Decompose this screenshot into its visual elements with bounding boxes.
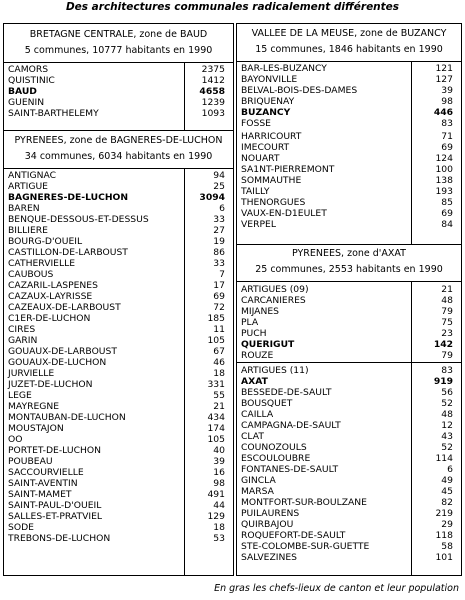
table-row [237,530,461,541]
population-value: 142 [433,339,453,350]
panel-buzancy-header [237,24,461,62]
commune-name: BESSEDE-DE-SAULT [241,387,332,398]
population-value: 44 [213,500,225,511]
panel-baud-summary: 5 communes, 10777 habitants en 1990 [24,45,213,56]
population-value: 7 [219,269,225,280]
panel-luchon-rows [4,170,233,544]
population-value: 43 [441,431,453,442]
population-value: 71 [441,131,453,142]
commune-name: QUIRBAJOU [241,519,294,530]
column-divider [184,168,185,575]
table-row [4,445,233,456]
table-row [4,368,233,379]
population-value: 29 [441,519,453,530]
commune-name: VAUX-EN-D1EULET [241,208,327,219]
population-value: 101 [435,552,453,563]
table-row [4,533,233,544]
table-row [237,107,461,118]
table-row [4,280,233,291]
table-row [237,464,461,475]
panel-luchon [3,130,234,576]
commune-name: POUBEAU [8,456,53,467]
commune-name: QUERIGUT [241,339,295,350]
population-value: 39 [441,85,453,96]
panel-baud-title: BRETAGNE CENTRALE, zone de BAUD [29,29,208,40]
population-value: 2375 [201,64,225,75]
population-value: 446 [433,107,453,118]
table-row [237,164,461,175]
table-row [237,284,461,295]
panel-buzancy [236,23,462,245]
commune-name: CAZEAUX-DE-LARBOUST [8,302,121,313]
table-row [237,387,461,398]
table-row [237,96,461,107]
commune-name: NOUART [241,153,280,164]
table-row [237,295,461,306]
population-value: 69 [441,208,453,219]
commune-name: BAREN [8,203,40,214]
commune-name: BOURG-D'OUEIL [8,236,83,247]
commune-name: MAYREGNE [8,401,60,412]
population-value: 72 [213,302,225,313]
population-value: 84 [441,219,453,230]
commune-name: GARIN [8,335,38,346]
table-row [237,317,461,328]
population-value: 219 [435,508,453,519]
commune-name: SALLES-ET-PRATVIEL [8,511,103,522]
population-value: 46 [213,357,225,368]
commune-name: BAGNERES-DE-LUCHON [8,192,129,203]
commune-name: CATHERVIELLE [8,258,76,269]
table-row [4,522,233,533]
table-row [237,306,461,317]
table-row [4,434,233,445]
commune-name: ARTIGUES (11) [241,365,309,376]
panel-luchon-summary: 34 communes, 6034 habitants en 1990 [24,151,213,162]
table-row [237,350,461,361]
commune-name: MARSA [241,486,274,497]
population-value: 18 [213,368,225,379]
table-row [4,192,233,203]
population-value: 53 [213,533,225,544]
commune-name: SA1NT-PIERREMONT [241,164,335,175]
commune-name: BOUSQUET [241,398,293,409]
table-row [237,74,461,85]
population-value: 114 [435,453,453,464]
table-row [4,346,233,357]
table-row [237,219,461,230]
population-value: 16 [213,467,225,478]
population-value: 6 [219,203,225,214]
table-row [4,64,233,75]
table-row [4,324,233,335]
population-value: 919 [433,376,453,387]
commune-name: BAUD [8,86,37,97]
table-row [4,500,233,511]
population-value: 75 [441,317,453,328]
table-row [237,431,461,442]
population-value: 1239 [201,97,225,108]
population-value: 11 [213,324,225,335]
table-row [237,118,461,129]
table-row [237,197,461,208]
population-value: 105 [207,335,225,346]
group-divider [237,362,461,363]
table-row [4,313,233,324]
table-row [4,291,233,302]
table-row [237,409,461,420]
commune-name: GOUAUX-DE-LARBOUST [8,346,117,357]
population-value: 69 [441,142,453,153]
table-row [237,63,461,74]
document-title: Des architectures communales radicalement différentes [65,1,400,13]
commune-name: ARTIGUES (09) [241,284,309,295]
population-value: 17 [213,280,225,291]
table-row [237,328,461,339]
footer-note: En gras les chefs-lieux de canton et leur population [214,583,459,594]
population-value: 55 [213,390,225,401]
table-row [4,379,233,390]
commune-name: BAR-LES-BUZANCY [241,63,327,74]
table-row [4,97,233,108]
table-row [4,258,233,269]
commune-name: C1ER-DE-LUCHON [8,313,91,324]
commune-name: SODE [8,522,34,533]
commune-name: TAILLY [241,186,270,197]
population-value: 52 [441,398,453,409]
commune-name: AXAT [241,376,268,387]
population-value: 49 [441,475,453,486]
commune-name: ROUZE [241,350,274,361]
table-row [237,420,461,431]
commune-name: HARRICOURT [241,131,302,142]
panel-luchon-header [4,131,233,169]
table-row [237,486,461,497]
population-value: 138 [435,175,453,186]
column-divider [411,61,412,244]
table-row [4,236,233,247]
column-divider [184,62,185,130]
table-row [237,519,461,530]
table-row [237,376,461,387]
population-value: 48 [441,295,453,306]
table-row [237,453,461,464]
column-divider [411,281,412,575]
panel-axat-header [237,245,461,282]
panel-buzancy-summary: 15 communes, 1846 habitants en 1990 [255,44,443,55]
commune-name: SAINT-MAMET [8,489,72,500]
population-value: 129 [207,511,225,522]
commune-name: CAMORS [8,64,49,75]
table-row [4,478,233,489]
population-value: 185 [207,313,225,324]
population-value: 1093 [201,108,225,119]
commune-name: SACCOURVIELLE [8,467,84,478]
table-row [237,208,461,219]
population-value: 331 [207,379,225,390]
population-value: 118 [435,530,453,541]
table-row [4,412,233,423]
commune-name: SALVEZINES [241,552,297,563]
population-value: 48 [441,409,453,420]
panel-axat-rows [237,284,461,563]
population-value: 25 [213,181,225,192]
commune-name: SAINT-PAUL-D'OUEIL [8,500,102,511]
commune-name: MIJANES [241,306,279,317]
table-row [237,85,461,96]
commune-name: SAINT-AVENTIN [8,478,78,489]
table-row [4,511,233,522]
commune-name: QUISTINIC [8,75,55,86]
table-row [237,497,461,508]
commune-name: THENORGUES [241,197,306,208]
commune-name: ROQUEFORT-DE-SAULT [241,530,346,541]
commune-name: PLA [241,317,259,328]
population-value: 434 [207,412,225,423]
commune-name: JURVIELLE [8,368,55,379]
table-row [4,214,233,225]
population-value: 58 [441,541,453,552]
table-row [4,456,233,467]
table-row [4,225,233,236]
panel-baud-rows [4,64,233,119]
commune-name: JUZET-DE-LUCHON [8,379,93,390]
commune-name: BELVAL-BOIS-DES-DAMES [241,85,358,96]
commune-name: GUENIN [8,97,45,108]
commune-name: MONTFORT-SUR-BOULZANE [241,497,367,508]
table-row [4,108,233,119]
table-row [4,357,233,368]
commune-name: CAUBOUS [8,269,54,280]
table-row [237,153,461,164]
commune-name: MOUSTAJON [8,423,64,434]
table-row [4,247,233,258]
population-value: 56 [441,387,453,398]
commune-name: BAYONVILLE [241,74,298,85]
population-value: 79 [441,306,453,317]
population-value: 82 [441,497,453,508]
commune-name: COUNOZOULS [241,442,307,453]
population-value: 94 [213,170,225,181]
population-value: 33 [213,258,225,269]
panel-axat [236,244,462,576]
table-row [4,489,233,500]
table-row [4,86,233,97]
population-value: 193 [435,186,453,197]
table-row [237,398,461,409]
population-value: 27 [213,225,225,236]
commune-name: CARCANIERES [241,295,306,306]
population-value: 23 [441,328,453,339]
table-row [237,365,461,376]
commune-name: LEGE [8,390,32,401]
table-row [237,142,461,153]
population-value: 33 [213,214,225,225]
table-row [4,269,233,280]
panel-buzancy-rows [237,63,461,230]
population-value: 86 [213,247,225,258]
table-row [4,423,233,434]
commune-name: CAMPAGNA-DE-SAULT [241,420,341,431]
table-row [237,508,461,519]
population-value: 83 [441,365,453,376]
population-value: 12 [441,420,453,431]
commune-name: TREBONS-DE-LUCHON [8,533,111,544]
commune-name: BILLIERE [8,225,48,236]
population-value: 98 [441,96,453,107]
commune-name: CIRES [8,324,36,335]
table-row [237,552,461,563]
commune-name: VERPEL [241,219,276,230]
commune-name: FOSSE [241,118,271,129]
panel-baud [3,23,234,131]
commune-name: PUCH [241,328,267,339]
panel-axat-summary: 25 communes, 2553 habitants en 1990 [255,264,443,275]
population-value: 85 [441,197,453,208]
commune-name: BRIQUENAY [241,96,295,107]
table-row [4,467,233,478]
population-value: 4658 [199,86,225,97]
population-value: 83 [441,118,453,129]
commune-name: SOMMAUTHE [241,175,302,186]
panel-luchon-title: PYRENEES, zone de BAGNERES-DE-LUCHON [14,135,223,146]
panel-axat-title: PYRENEES, zone d'AXAT [291,248,406,259]
table-row [4,335,233,346]
population-value: 174 [207,423,225,434]
panel-baud-header [4,24,233,63]
population-value: 127 [435,74,453,85]
commune-name: IMECOURT [241,142,290,153]
population-value: 100 [435,164,453,175]
commune-name: GINCLA [241,475,276,486]
commune-name: CAZAUX-LAYRISSE [8,291,93,302]
population-value: 18 [213,522,225,533]
table-row [4,390,233,401]
commune-name: CASTILLON-DE-LARBOUST [8,247,128,258]
population-value: 1412 [201,75,225,86]
table-row [4,203,233,214]
table-row [237,475,461,486]
commune-name: CAZARIL-LASPENES [8,280,98,291]
population-value: 79 [441,350,453,361]
commune-name: FONTANES-DE-SAULT [241,464,339,475]
commune-name: ESCOULOUBRE [241,453,311,464]
commune-name: STE-COLOMBE-SUR-GUETTE [241,541,370,552]
table-row [4,75,233,86]
commune-name: GOUAUX-DE-LUCHON [8,357,107,368]
commune-name: OO [8,434,23,445]
population-value: 124 [435,153,453,164]
table-row [237,186,461,197]
population-value: 491 [207,489,225,500]
commune-name: BUZANCY [241,107,291,118]
commune-name: ANTIGNAC [8,170,57,181]
population-value: 45 [441,486,453,497]
population-value: 19 [213,236,225,247]
table-row [4,302,233,313]
table-row [4,181,233,192]
population-value: 121 [435,63,453,74]
table-row [237,541,461,552]
population-value: 52 [441,442,453,453]
population-value: 6 [447,464,453,475]
commune-name: PUILAURENS [241,508,300,519]
commune-name: CAILLA [241,409,274,420]
commune-name: CLAT [241,431,264,442]
population-value: 98 [213,478,225,489]
population-value: 3094 [199,192,225,203]
commune-name: ARTIGUE [8,181,48,192]
panel-buzancy-title: VALLEE DE LA MEUSE, zone de BUZANCY [251,28,447,39]
population-value: 40 [213,445,225,456]
population-value: 21 [441,284,453,295]
table-row [237,131,461,142]
population-value: 105 [207,434,225,445]
commune-name: SAINT-BARTHELEMY [8,108,99,119]
population-value: 39 [213,456,225,467]
population-value: 21 [213,401,225,412]
table-row [4,401,233,412]
table-row [237,339,461,350]
commune-name: PORTET-DE-LUCHON [8,445,101,456]
population-value: 69 [213,291,225,302]
commune-name: MONTAUBAN-DE-LUCHON [8,412,126,423]
population-value: 67 [213,346,225,357]
table-row [237,442,461,453]
table-row [4,170,233,181]
commune-name: BENQUE-DESSOUS-ET-DESSUS [8,214,149,225]
table-row [237,175,461,186]
